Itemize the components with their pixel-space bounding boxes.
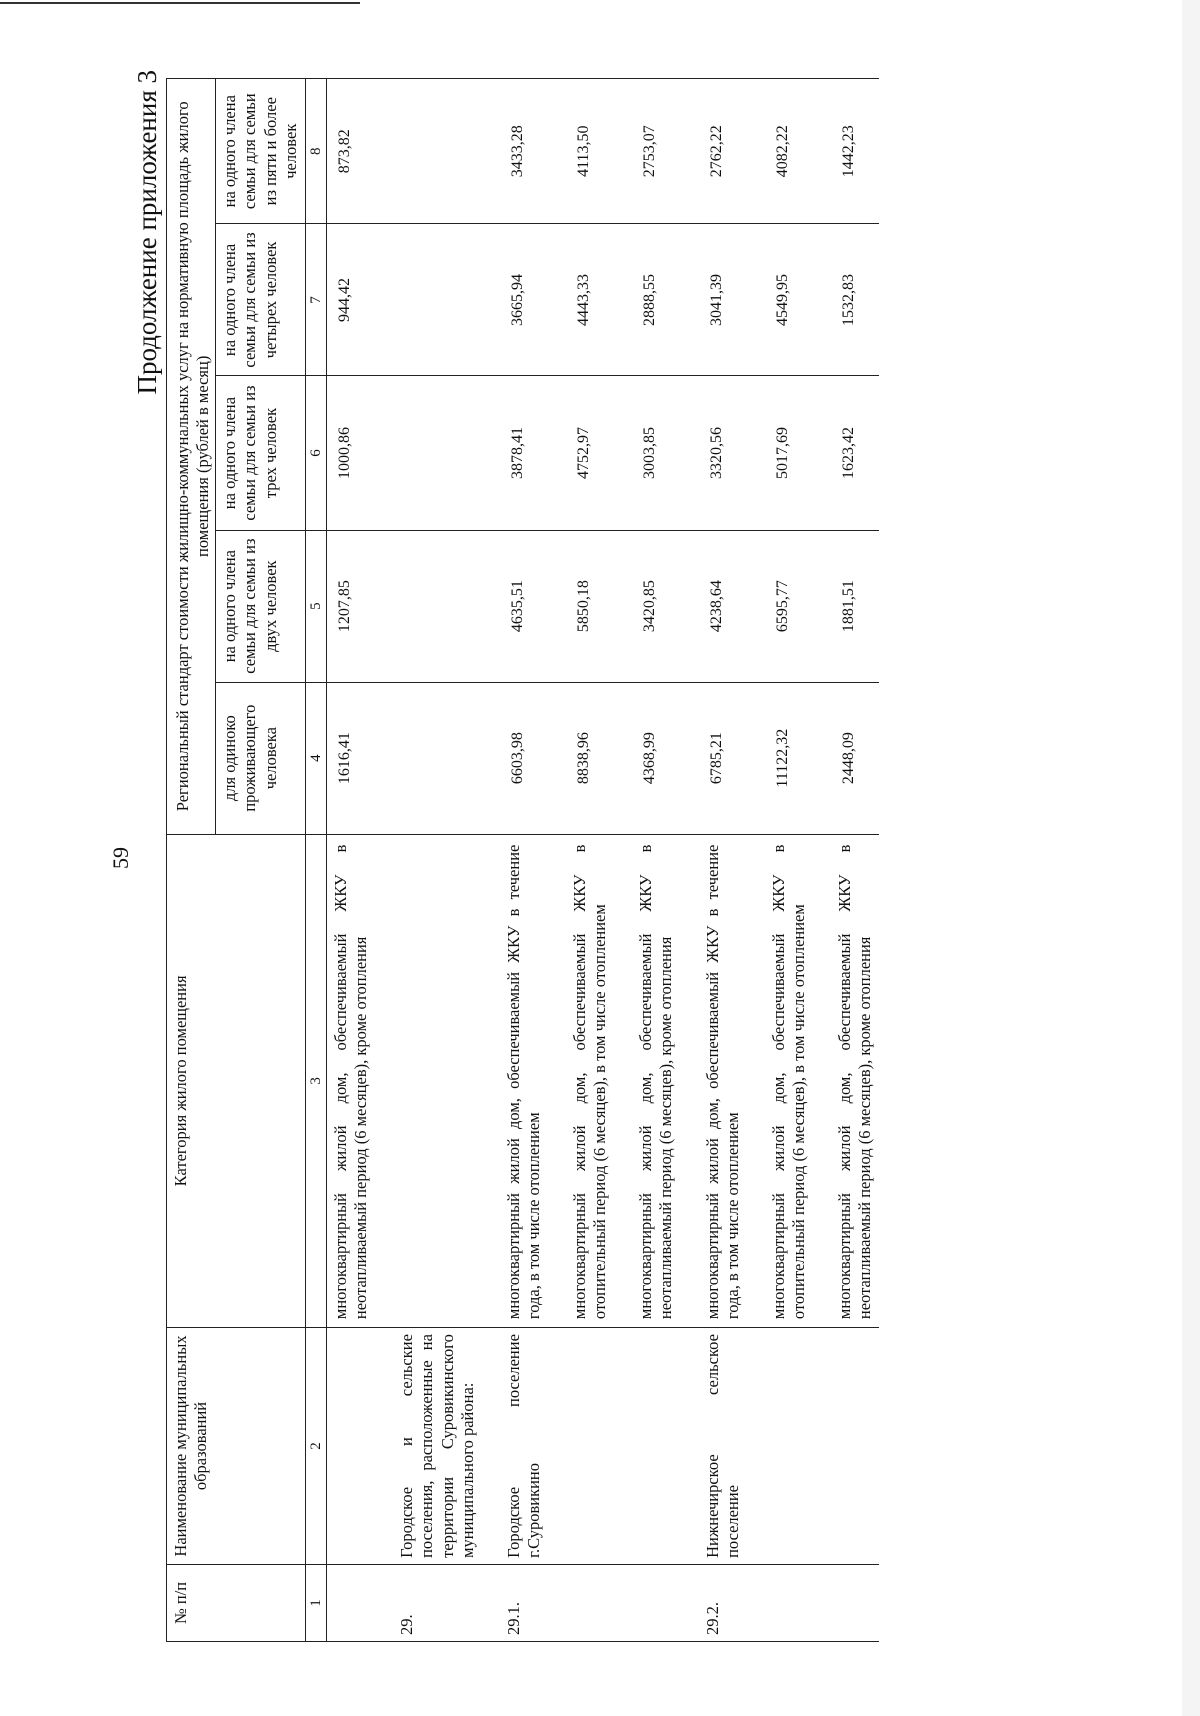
housing-category: многоквартирный жилой дом, обеспечиваемый ЖКУ в неотапливаемый период (6 месяцев), кроме отопления (327, 834, 394, 1327)
row-number (831, 1564, 879, 1641)
value-three: 3003,85 (632, 376, 698, 530)
page-number: 59 (108, 847, 133, 869)
housing-category: многоквартирный жилой дом, обеспечиваемый ЖКУ в течение года, в том числе отоплением (500, 834, 566, 1327)
row-number (566, 1564, 632, 1641)
municipality-name: Нижнечирское сельское поселение (699, 1328, 765, 1565)
column-number: 3 (305, 834, 326, 1327)
value-single: 6785,21 (699, 682, 765, 834)
column-number: 4 (305, 682, 326, 834)
value-five-plus: 2762,22 (699, 79, 765, 224)
column-number: 8 (305, 79, 326, 224)
value-five-plus: 2753,07 (632, 79, 698, 224)
value-two: 1207,85 (327, 530, 394, 682)
column-numbers-row (305, 79, 326, 1642)
value-five-plus: 4113,50 (566, 79, 632, 224)
value-three: 3878,41 (500, 376, 566, 530)
housing-category: многоквартирный жилой дом, обеспечиваемый ЖКУ в неотапливаемый период (6 месяцев), кроме отопления (632, 834, 698, 1327)
header-three-persons: на одного члена семьи для семьи из трех человек (216, 376, 306, 530)
value-two: 1881,51 (831, 530, 879, 682)
housing-category: многоквартирный жилой дом, обеспечиваемый ЖКУ в неотапливаемый период (6 месяцев), кроме отопления (831, 834, 879, 1327)
column-number: 1 (305, 1564, 326, 1641)
value-four (393, 224, 500, 376)
value-three (393, 376, 500, 530)
municipality-name: Городское и сельские поселения, расположенные на территории Суровикинского муниципального района: (393, 1328, 500, 1565)
value-single: 8838,96 (566, 682, 632, 834)
housing-category: многоквартирный жилой дом, обеспечиваемый ЖКУ в отопительный период (6 месяцев), в том числе отоплением (765, 834, 831, 1327)
header-single: для одиноко проживающего человека (216, 682, 306, 834)
value-four: 3041,39 (699, 224, 765, 376)
value-five-plus (393, 79, 500, 224)
value-single (393, 682, 500, 834)
row-number: 29.2. (699, 1564, 765, 1641)
row-number (327, 1564, 394, 1641)
column-number: 5 (305, 530, 326, 682)
value-four: 3665,94 (500, 224, 566, 376)
value-two: 3420,85 (632, 530, 698, 682)
value-single: 1616,41 (327, 682, 394, 834)
housing-category: многоквартирный жилой дом, обеспечиваемый ЖКУ в течение года, в том числе отоплением (699, 834, 765, 1327)
value-four: 944,42 (327, 224, 394, 376)
row-number: 29.1. (500, 1564, 566, 1641)
row-number (765, 1564, 831, 1641)
table-row (566, 79, 632, 1642)
table-row (699, 79, 765, 1642)
table-row (765, 79, 831, 1642)
value-two: 6595,77 (765, 530, 831, 682)
table-row (393, 79, 500, 1642)
value-four: 2888,55 (632, 224, 698, 376)
value-three: 5017,69 (765, 376, 831, 530)
value-five-plus: 873,82 (327, 79, 394, 224)
header-five-plus-persons: на одного члена семьи для семьи из пяти и более человек (216, 79, 306, 224)
value-two: 4635,51 (500, 530, 566, 682)
table-row (327, 79, 394, 1642)
municipality-name (765, 1328, 831, 1565)
value-three: 1000,86 (327, 376, 394, 530)
column-number: 6 (305, 376, 326, 530)
municipality-name: Городское поселение г.Суровикино (500, 1328, 566, 1565)
value-three: 1623,42 (831, 376, 879, 530)
value-three: 3320,56 (699, 376, 765, 530)
value-single: 4368,99 (632, 682, 698, 834)
value-four: 4443,33 (566, 224, 632, 376)
municipality-name (831, 1328, 879, 1565)
value-five-plus: 1442,23 (831, 79, 879, 224)
value-single: 6603,98 (500, 682, 566, 834)
header-regional-standard: Региональный стандарт стоимости жилищно-коммунальных услуг на нормативную площадь жилого помещения (рублей в месяц) (167, 79, 216, 835)
value-two: 4238,64 (699, 530, 765, 682)
row-number: 29. (393, 1564, 500, 1641)
table-header (167, 79, 327, 1642)
header-municipality: Наименование муниципальных образований (167, 1328, 306, 1565)
table-row (500, 79, 566, 1642)
value-five-plus: 3433,28 (500, 79, 566, 224)
header-four-persons: на одного члена семьи для семьи из четырех человек (216, 224, 306, 376)
municipality-name (632, 1328, 698, 1565)
value-five-plus: 4082,22 (765, 79, 831, 224)
value-two (393, 530, 500, 682)
housing-category (393, 834, 500, 1327)
value-single: 11122,32 (765, 682, 831, 834)
municipality-name (327, 1328, 394, 1565)
row-number (632, 1564, 698, 1641)
value-single: 2448,09 (831, 682, 879, 834)
tariff-table (166, 78, 879, 1642)
housing-category: многоквартирный жилой дом, обеспечиваемый ЖКУ в отопительный период (6 месяцев), в том числе отоплением (566, 834, 632, 1327)
header-category: Категория жилого помещения (167, 834, 306, 1327)
value-two: 5850,18 (566, 530, 632, 682)
appendix-title: Продолжение приложения 3 (132, 70, 162, 395)
table-row (632, 79, 698, 1642)
table-row (831, 79, 879, 1642)
table-body (327, 79, 880, 1642)
column-number: 2 (305, 1328, 326, 1565)
value-four: 4549,95 (765, 224, 831, 376)
header-number: № п/п (167, 1564, 306, 1641)
value-three: 4752,97 (566, 376, 632, 530)
value-four: 1532,83 (831, 224, 879, 376)
header-two-persons: на одного члена семьи для семьи из двух человек (216, 530, 306, 682)
municipality-name (566, 1328, 632, 1565)
column-number: 7 (305, 224, 326, 376)
